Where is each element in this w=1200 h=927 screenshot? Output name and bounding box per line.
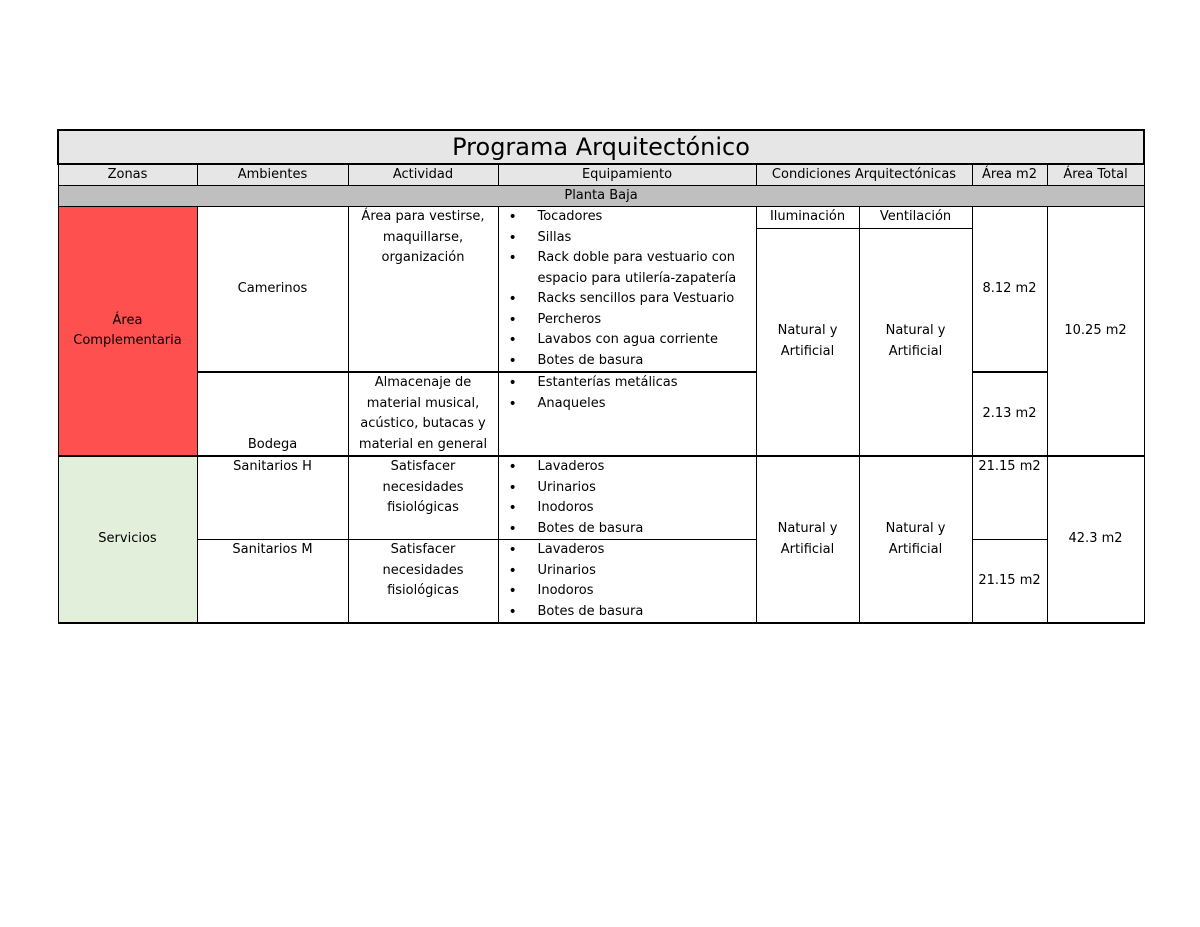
equipment-list xyxy=(503,373,752,414)
equipment-item: • Lavaderos xyxy=(503,457,752,478)
equipment-item: • Botes de basura xyxy=(503,519,752,540)
equipment-item: • Sillas xyxy=(503,228,752,249)
equipment-list xyxy=(503,207,752,371)
room-area: 21.15 m2 xyxy=(972,540,1047,624)
room-ambiente: Bodega xyxy=(197,372,348,456)
zone-area-total: 10.25 m2 xyxy=(1047,207,1144,457)
room-ambiente: Sanitarios H xyxy=(197,456,348,540)
equipment-item: • Botes de basura xyxy=(503,602,752,623)
room-actividad: Satisfacer necesidades fisiológicas xyxy=(348,540,498,624)
room-actividad: Satisfacer necesidades fisiológicas xyxy=(348,456,498,540)
program-sheet xyxy=(57,129,1143,624)
equipment-list xyxy=(503,457,752,539)
equipment-list xyxy=(503,540,752,622)
zone-iluminacion: Natural y Artificial xyxy=(756,456,859,623)
room-equipamiento xyxy=(498,540,756,624)
room-actividad: Almacenaje de material musical, acústico, butacas y material en general xyxy=(348,372,498,456)
room-area: 21.15 m2 xyxy=(972,456,1047,540)
room-equipamiento xyxy=(498,207,756,373)
equipment-item: • Urinarios xyxy=(503,561,752,582)
equipment-item: • Urinarios xyxy=(503,478,752,499)
header-equipamiento: Equipamiento xyxy=(498,164,756,186)
equipment-item: • Anaqueles xyxy=(503,394,752,415)
equipment-item: • Rack doble para vestuario con espacio para utilería-zapatería xyxy=(503,248,752,289)
header-area-total: Área Total xyxy=(1047,164,1144,186)
equipment-item: • Lavabos con agua corriente xyxy=(503,330,752,351)
room-ambiente: Sanitarios M xyxy=(197,540,348,624)
zone-area-total: 42.3 m2 xyxy=(1047,456,1144,623)
zone-iluminacion: Natural y Artificial xyxy=(756,228,859,456)
table-title: Programa Arquitectónico xyxy=(58,130,1144,164)
header-actividad: Actividad xyxy=(348,164,498,186)
equipment-item: • Racks sencillos para Vestuario xyxy=(503,289,752,310)
subheader-iluminacion: Iluminación xyxy=(756,207,859,229)
equipment-item: • Botes de basura xyxy=(503,351,752,372)
room-actividad: Área para vestirse, maquillarse, organización xyxy=(348,207,498,373)
floor-label: Planta Baja xyxy=(58,186,1144,207)
equipment-item: • Lavaderos xyxy=(503,540,752,561)
equipment-item: • Inodoros xyxy=(503,581,752,602)
equipment-item: • Inodoros xyxy=(503,498,752,519)
zone-name: Servicios xyxy=(58,456,197,623)
equipment-item: • Estanterías metálicas xyxy=(503,373,752,394)
header-area: Área m2 xyxy=(972,164,1047,186)
zone-name: Área Complementaria xyxy=(58,207,197,457)
room-ambiente: Camerinos xyxy=(197,207,348,373)
room-area: 2.13 m2 xyxy=(972,372,1047,456)
equipment-item: • Tocadores xyxy=(503,207,752,228)
program-table xyxy=(57,129,1145,624)
equipment-item: • Percheros xyxy=(503,310,752,331)
header-ambientes: Ambientes xyxy=(197,164,348,186)
room-equipamiento xyxy=(498,372,756,456)
header-condiciones: Condiciones Arquitectónicas xyxy=(756,164,972,186)
zone-ventilacion: Natural y Artificial xyxy=(859,456,972,623)
room-area: 8.12 m2 xyxy=(972,207,1047,373)
subheader-ventilacion: Ventilación xyxy=(859,207,972,229)
header-zonas: Zonas xyxy=(58,164,197,186)
zone-ventilacion: Natural y Artificial xyxy=(859,228,972,456)
room-equipamiento xyxy=(498,456,756,540)
